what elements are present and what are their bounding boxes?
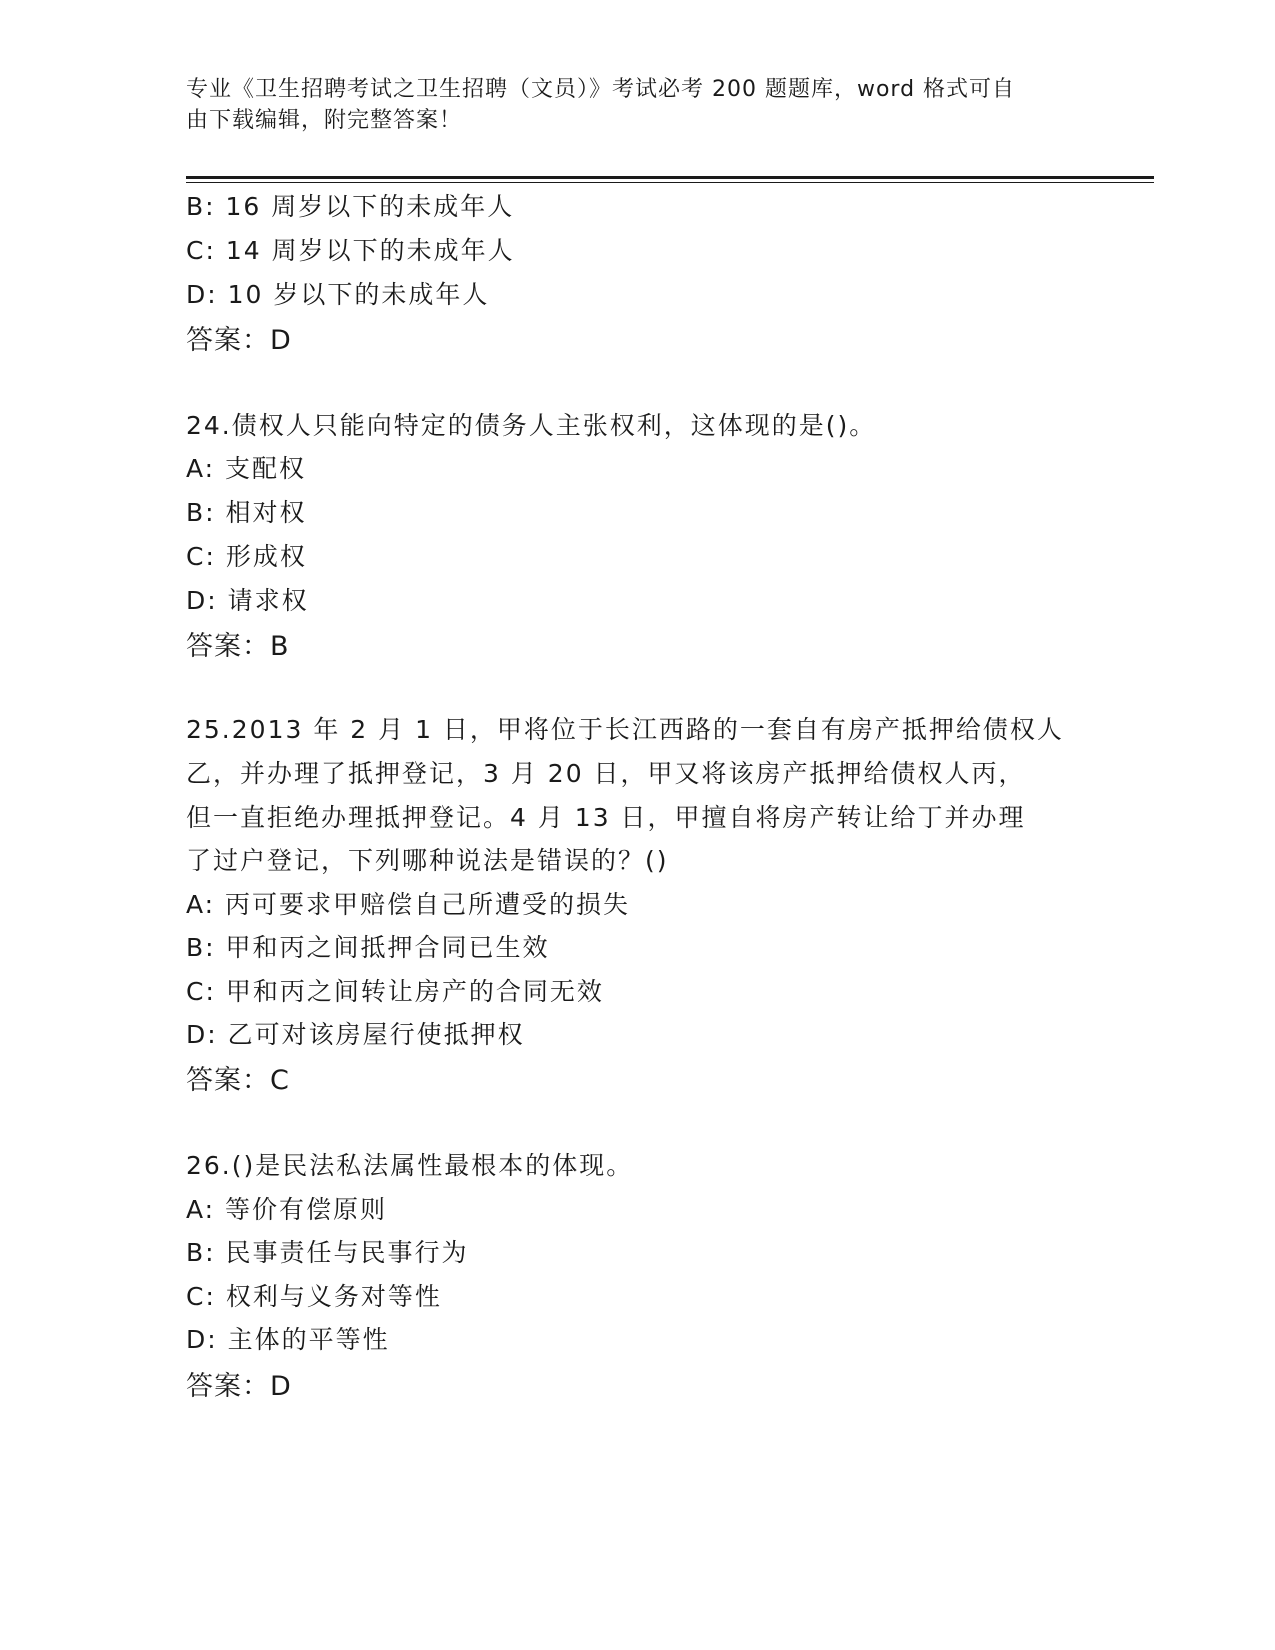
question-25-option-c: C: 甲和丙之间转让房产的合同无效 <box>186 977 604 1006</box>
question-24-option-c: C: 形成权 <box>186 542 307 571</box>
question-25-stem-line-4: 了过户登记，下列哪种说法是错误的？() <box>186 846 669 875</box>
question-23-option-c: C: 14 周岁以下的未成年人 <box>186 236 515 265</box>
question-25-option-b: B: 甲和丙之间抵押合同已生效 <box>186 933 550 962</box>
question-24-option-d: D: 请求权 <box>186 586 309 615</box>
question-24-option-b: B: 相对权 <box>186 498 307 527</box>
question-26-option-d: D: 主体的平等性 <box>186 1325 390 1354</box>
question-26-stem: 26.()是民法私法属性最根本的体现。 <box>186 1151 634 1180</box>
question-25-stem-line-3: 但一直拒绝办理抵押登记。4 月 13 日，甲擅自将房产转让给丁并办理 <box>186 803 1026 832</box>
document-header <box>186 74 1066 136</box>
header-divider <box>186 176 1154 179</box>
question-26-option-a: A: 等价有偿原则 <box>186 1195 388 1224</box>
header-line-1: 专业《卫生招聘考试之卫生招聘（文员）》考试必考 200 题题库，word 格式可自 <box>186 77 1016 102</box>
question-24-option-a: A: 支配权 <box>186 454 307 483</box>
question-25-stem-line-1: 25.2013 年 2 月 1 日，甲将位于长江西路的一套自有房产抵押给债权人 <box>186 715 1064 744</box>
question-24-answer: 答案：B <box>186 631 290 662</box>
question-26-option-c: C: 权利与义务对等性 <box>186 1282 442 1311</box>
question-25-option-d: D: 乙可对该房屋行使抵押权 <box>186 1020 525 1049</box>
header-divider-thin <box>186 182 1154 183</box>
question-25-stem-line-2: 乙，并办理了抵押登记，3 月 20 日，甲又将该房产抵押给债权人丙， <box>186 759 1026 788</box>
question-23-option-d: D: 10 岁以下的未成年人 <box>186 280 490 309</box>
question-24-stem: 24.债权人只能向特定的债务人主张权利，这体现的是()。 <box>186 411 877 440</box>
question-26-answer: 答案：D <box>186 1371 292 1402</box>
question-25-option-a: A: 丙可要求甲赔偿自己所遭受的损失 <box>186 890 631 919</box>
question-26-option-b: B: 民事责任与民事行为 <box>186 1238 469 1267</box>
question-23-answer: 答案：D <box>186 325 292 356</box>
header-line-2: 由下载编辑，附完整答案！ <box>186 108 463 133</box>
question-23-option-b: B: 16 周岁以下的未成年人 <box>186 192 515 221</box>
question-25-answer: 答案：C <box>186 1065 290 1096</box>
